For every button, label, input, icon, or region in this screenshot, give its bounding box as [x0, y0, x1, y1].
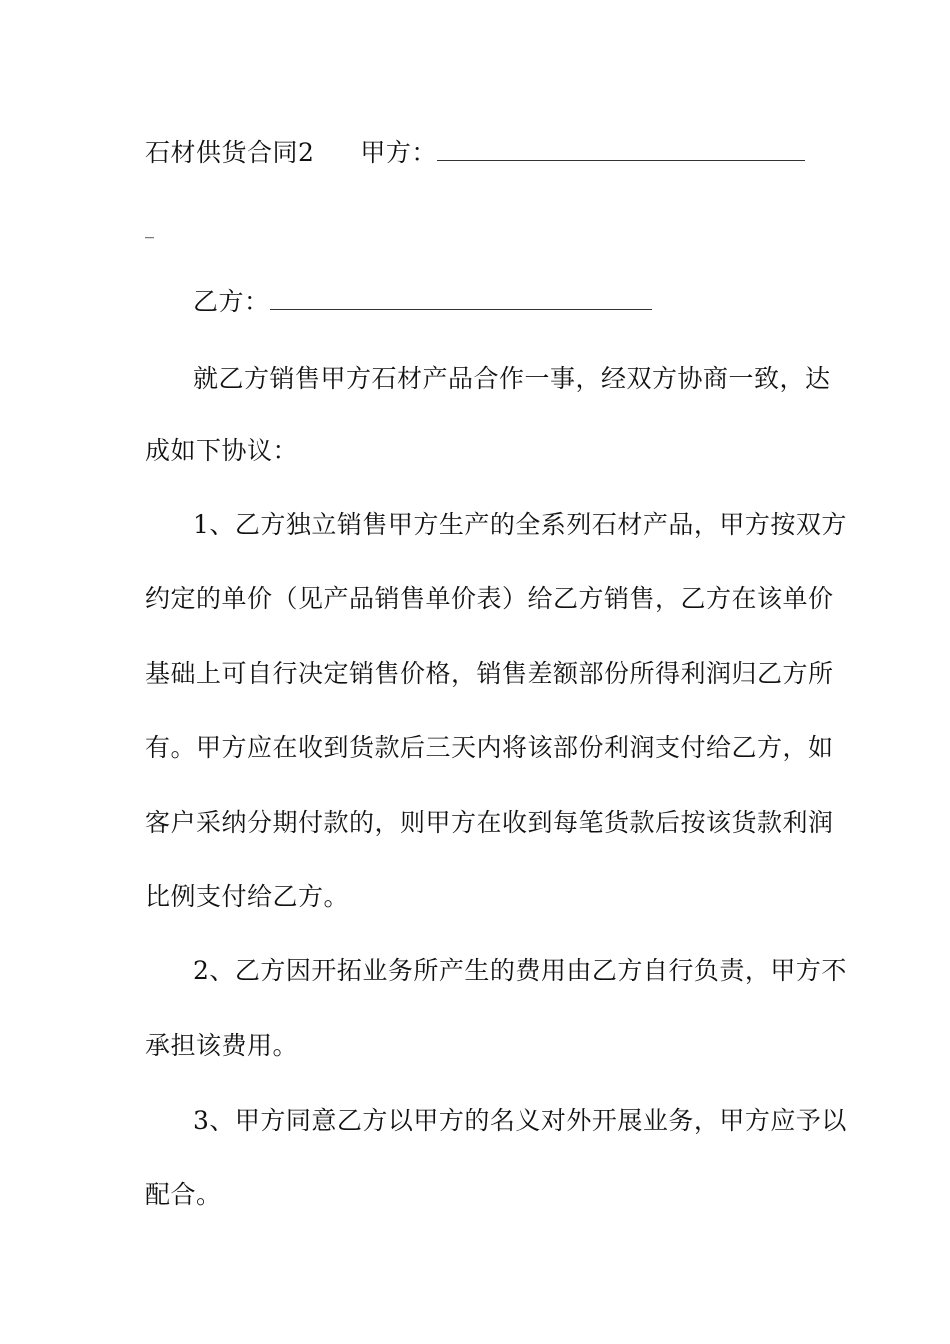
party-b-blank	[270, 287, 652, 310]
clause1-line-6: 比例支付给乙方。	[145, 882, 350, 911]
clause3-line-2: 配合。	[145, 1180, 222, 1209]
clause1-line-4: 有。甲方应在收到货款后三天内将该部份利润支付给乙方，如	[145, 733, 834, 762]
party-a-blank	[437, 138, 805, 161]
intro-line-1: 就乙方销售甲方石材产品合作一事，经双方协商一致，达	[193, 364, 831, 393]
party-b-line	[193, 287, 810, 317]
clause1-line-1: 1、乙方独立销售甲方生产的全系列石材产品，甲方按双方	[193, 510, 847, 539]
title-line	[145, 138, 810, 168]
clause2-line-1: 2、乙方因开拓业务所产生的费用由乙方自行负责，甲方不	[193, 956, 847, 985]
intro-line-2: 成如下协议：	[145, 436, 299, 465]
party-b-label: 乙方：	[193, 287, 270, 316]
party-a-label: 甲方：	[360, 138, 437, 167]
document-title: 石材供货合同2	[145, 138, 315, 167]
clause3-line-1: 3、甲方同意乙方以甲方的名义对外开展业务，甲方应予以	[193, 1106, 847, 1135]
clause1-line-2: 约定的单价（见产品销售单价表）给乙方销售，乙方在该单价	[145, 584, 834, 613]
clause1-line-5: 客户采纳分期付款的，则甲方在收到每笔货款后按该货款利润	[145, 808, 834, 837]
clause2-line-2: 承担该费用。	[145, 1031, 299, 1060]
clause1-line-3: 基础上可自行决定销售价格，销售差额部份所得利润归乙方所	[145, 659, 834, 688]
trailing-underscore: _	[145, 218, 155, 239]
